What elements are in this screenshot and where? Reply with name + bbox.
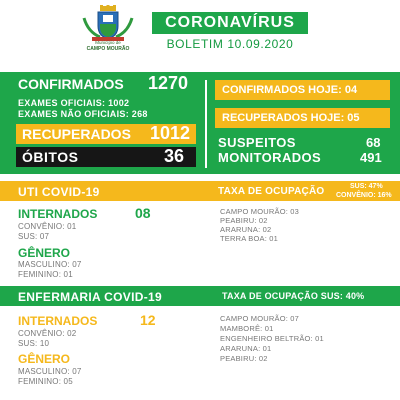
deaths-value: 36: [164, 146, 185, 166]
ward-city-item: PEABIRU: 02: [220, 354, 268, 363]
icu-feminino: FEMININO: 01: [18, 270, 73, 279]
icu-city-item: CAMPO MOURÃO: 03: [220, 207, 300, 216]
logo-caption-line1: Município de: [95, 40, 121, 45]
recovered-today: RECUPERADOS HOJE: 05: [222, 112, 360, 124]
ward-city-item: CAMPO MOURÃO: 07: [220, 314, 300, 323]
icu-title: UTI COVID-19: [18, 185, 100, 199]
ward-internados-value: 12: [140, 312, 156, 328]
icu-sus-rate: SUS: 47%: [350, 183, 383, 190]
icu-internados-value: 08: [135, 205, 151, 221]
official-exams: EXAMES OFICIAIS: 1002: [18, 98, 130, 108]
ward-convenio: CONVÊNIO: 02: [18, 329, 77, 338]
ward-title: ENFERMARIA COVID-19: [18, 290, 162, 304]
unofficial-exams: EXAMES NÃO OFICIAIS: 268: [18, 109, 148, 119]
ward-city-item: ENGENHEIRO BELTRÃO: 01: [220, 334, 324, 343]
ward-city-item: ARARUNA: 01: [220, 344, 272, 353]
icu-convenio: CONVÊNIO: 01: [18, 222, 77, 231]
suspects-value: 68: [366, 135, 381, 150]
icu-city-item: ARARUNA: 02: [220, 225, 272, 234]
ward-internados-label: INTERNADOS: [18, 314, 98, 328]
confirmed-label: CONFIRMADOS: [18, 76, 124, 92]
stats-divider: [205, 80, 207, 168]
confirmed-value: 1270: [148, 73, 189, 93]
icu-convenio-rate: CONVÊNIO: 16%: [336, 192, 392, 199]
bulletin-date: BOLETIM 10.09.2020: [166, 37, 294, 51]
page-title: CORONAVÍRUS: [152, 12, 308, 34]
icu-city-item: TERRA BOA: 01: [220, 234, 279, 243]
monitored-value: 491: [360, 150, 382, 165]
icu-city-item: PEABIRU: 02: [220, 216, 268, 225]
ward-masculino: MASCULINO: 07: [18, 367, 82, 376]
recovered-value: 1012: [150, 123, 191, 143]
recovered-label: RECUPERADOS: [22, 126, 131, 142]
deaths-label: ÓBITOS: [22, 149, 79, 165]
ward-feminino: FEMININO: 05: [18, 377, 73, 386]
icu-internados-label: INTERNADOS: [18, 207, 98, 221]
logo-caption-line2: CAMPO MOURÃO: [86, 46, 130, 52]
logo-caption: [68, 40, 148, 52]
icu-genero-label: GÊNERO: [18, 246, 71, 260]
ward-occupancy: TAXA DE OCUPAÇÃO SUS: 40%: [222, 291, 365, 301]
confirmed-today: CONFIRMADOS HOJE: 04: [222, 84, 358, 96]
icu-masculino: MASCULINO: 07: [18, 260, 82, 269]
ward-genero-label: GÊNERO: [18, 352, 71, 366]
monitored-label: MONITORADOS: [218, 150, 322, 165]
suspects-label: SUSPEITOS: [218, 135, 296, 150]
ward-sus: SUS: 10: [18, 339, 50, 348]
ward-city-item: MAMBORÊ: 01: [220, 324, 274, 333]
icu-occupancy-label: TAXA DE OCUPAÇÃO: [218, 186, 325, 197]
icu-sus: SUS: 07: [18, 232, 50, 241]
